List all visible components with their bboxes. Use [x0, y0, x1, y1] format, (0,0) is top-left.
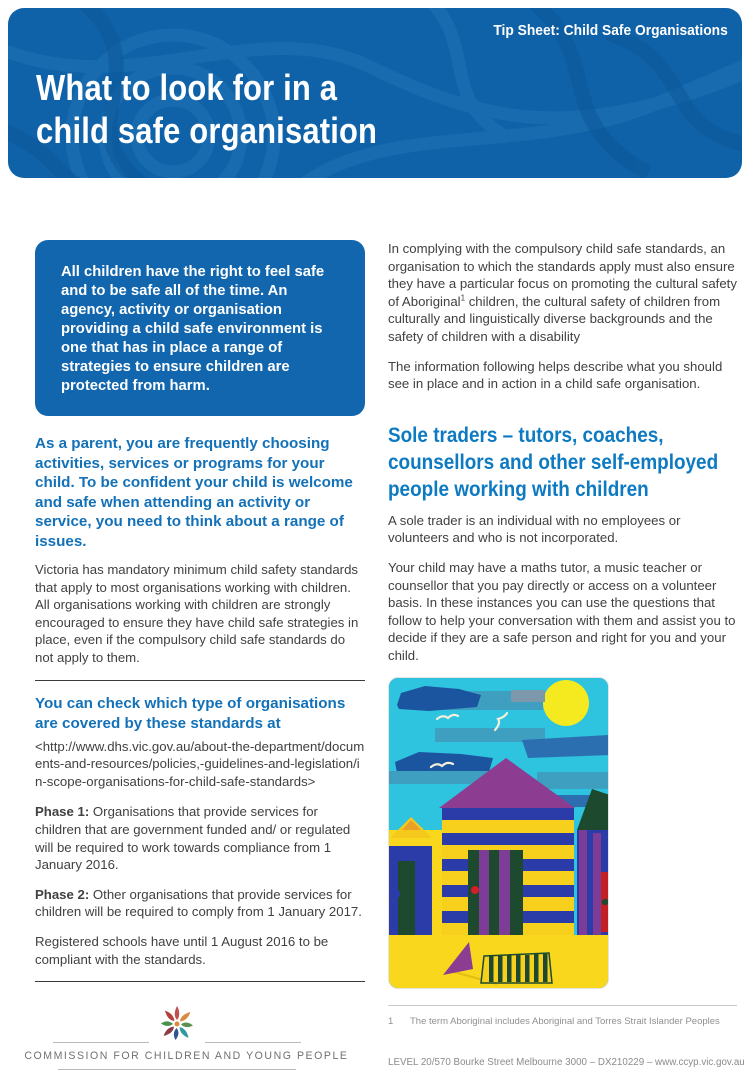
child-artwork-image: [388, 677, 609, 989]
check-standards-heading: You can check which type of organisations are covered by these standards at: [35, 694, 346, 732]
logo-underline: [58, 1069, 296, 1070]
organisation-name: COMMISSION FOR CHILDREN AND YOUNG PEOPLE: [24, 1050, 349, 1062]
phase1-text: Organisations that provide services for children that are government funded and/ or regulated will be required to work towards compliance from 1 January 2016.: [35, 804, 351, 873]
standards-url-link[interactable]: <http://www.dhs.vic.gov.au/about-the-department/documents-and-resources/policies,-guidelines-and-legislation/in-scope-organisations-for-child-safe-standards>: [35, 738, 365, 789]
footnote-reference: 1: [460, 293, 466, 303]
registered-schools-paragraph: Registered schools have until 1 August 2016 to be compliant with the standards.: [35, 933, 329, 967]
header-banner: [8, 8, 742, 178]
tip-sheet-label: Tip Sheet: Child Safe Organisations: [493, 22, 728, 39]
complying-text-continued: children, the cultural safety of children from culturally and linguistically diverse backgrounds and the safety of children with a disability: [388, 293, 721, 344]
footnote-text: The term Aboriginal includes Aboriginal and Torres Strait Islander Peoples: [410, 1016, 720, 1027]
ccyp-logo-icon: [157, 1004, 197, 1049]
logo-flank-line: [205, 1042, 301, 1043]
footnote-number: 1: [388, 1016, 394, 1027]
standards-paragraph: Victoria has mandatory minimum child safety standards that apply to most organisations working with children. All organisations working with children are strongly encouraged to ensure they have child safe strategies in place, even if the compulsory child safe standards do not apply to them.: [35, 562, 359, 665]
sole-traders-heading: [388, 422, 719, 503]
divider-rule: [35, 680, 365, 681]
tutor-paragraph: Your child may have a maths tutor, a music teacher or counsellor that you pay directly or access on a volunteer basis. In these instances you can use the questions that follow to help your conversation with them and assist you to decide if they are a safe person and right for you and your child.: [388, 559, 736, 663]
page-title-line: What to look for in a: [36, 67, 338, 108]
phase1-label: Phase 1:: [35, 804, 90, 820]
phase1-paragraph: [35, 803, 365, 873]
heading-line: people working with children: [388, 476, 649, 501]
beach-huts-collage: [389, 678, 609, 989]
page-title: [36, 66, 377, 152]
left-column: [35, 240, 365, 995]
sole-trader-definition-paragraph: A sole trader is an individual with no employees or volunteers and who is not incorporated.: [388, 512, 681, 546]
phase2-text: Other organisations that provide services for children will be required to comply from 1 January 2017.: [35, 886, 362, 920]
key-message-callout: [35, 240, 365, 416]
page-title-line: child safe organisation: [36, 110, 378, 151]
phase2-label: Phase 2:: [35, 886, 90, 902]
complying-paragraph: [388, 240, 738, 346]
footer-logo-block: [18, 1004, 349, 1070]
footnote-block: [388, 1005, 737, 1028]
heading-line: counsellors and other self-employed: [388, 449, 719, 474]
information-following-paragraph: The information following helps describe what you should see in place and in action in a child safe organisation.: [388, 358, 723, 392]
phase2-paragraph: [35, 886, 365, 921]
heading-line: Sole traders – tutors, coaches,: [388, 422, 664, 447]
lead-paragraph: As a parent, you are frequently choosing activities, services or programs for your child. To be confident your child is welcome and safe when attending an activity or service, you need to think about a range of issues.: [35, 435, 353, 550]
callout-text: All children have the right to feel safe and to be safe all of the time. An agency, activity or organisation providing a child safe environment is one that has in place a range of strategies to ensure children are protected from harm.: [61, 264, 325, 394]
divider-rule: [35, 981, 365, 982]
complying-text: In complying with the compulsory child safe standards, an organisation to which the standards apply must also ensure they have a particular focus on promoting the cultural safety of Aboriginal: [388, 241, 737, 309]
logo-flank-line: [53, 1042, 149, 1043]
right-column: [388, 240, 738, 989]
address-line: LEVEL 20/570 Bourke Street Melbourne 3000 – DX210229 – www.ccyp.vic.gov.au: [388, 1057, 745, 1068]
